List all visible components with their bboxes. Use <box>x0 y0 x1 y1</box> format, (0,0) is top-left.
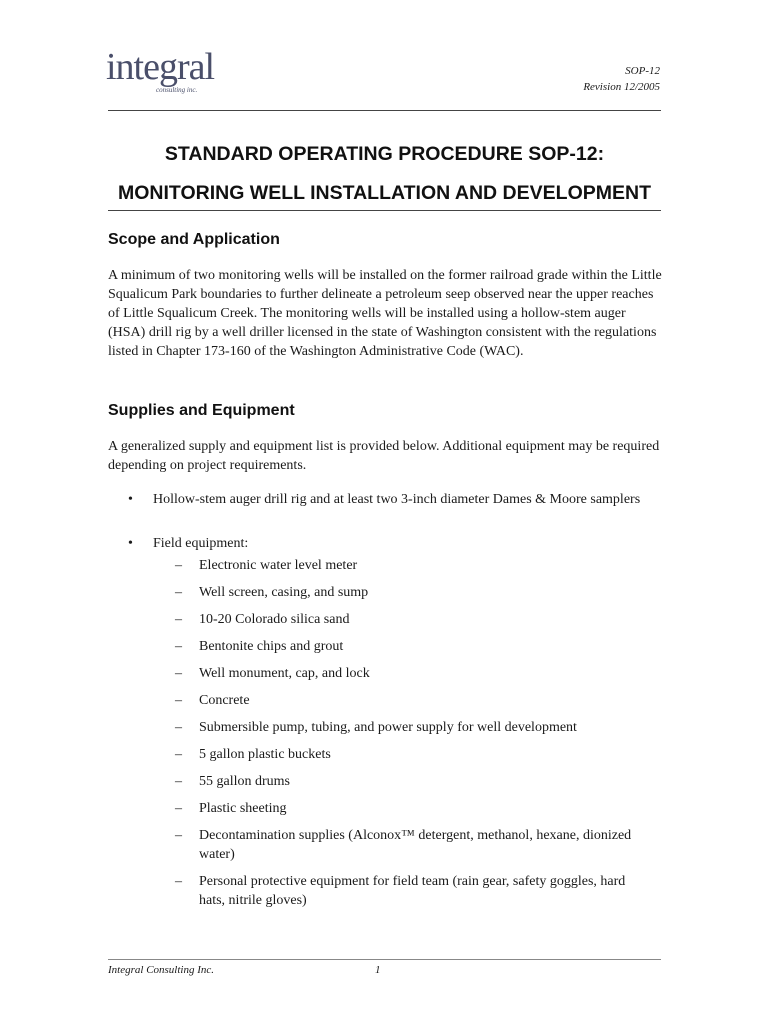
bullet-icon: • <box>128 492 133 507</box>
supplies-intro-paragraph: A generalized supply and equipment list is provided below. Additional equipment may be required depending on project requirements. <box>108 439 660 473</box>
document-title-line-1: STANDARD OPERATING PROCEDURE SOP-12: <box>164 143 605 165</box>
list-item-text: Field equipment: <box>153 536 249 551</box>
dash-icon: – <box>175 801 182 816</box>
sub-list-item-text: Personal protective equipment for field team (rain gear, safety goggles, hard hats, nitrile gloves) <box>199 874 626 908</box>
sub-list-item-text: Well screen, casing, and sump <box>199 585 369 600</box>
document-title-line-2: MONITORING WELL INSTALLATION AND DEVELOPMENT <box>118 182 651 204</box>
dash-icon: – <box>175 612 182 627</box>
dash-icon: – <box>175 558 182 573</box>
dash-icon: – <box>175 720 182 735</box>
dash-icon: – <box>175 639 182 654</box>
title-rule <box>108 210 661 211</box>
dash-icon: – <box>175 774 182 789</box>
footer-rule <box>108 959 661 960</box>
logo-wordmark: integral <box>106 46 215 88</box>
list-item-text: Hollow-stem auger drill rig and at least two 3-inch diameter Dames & Moore samplers <box>153 492 641 507</box>
sop-id: SOP-12 <box>625 65 660 77</box>
company-logo <box>106 46 215 102</box>
revision-date: Revision 12/2005 <box>583 81 660 93</box>
scope-paragraph: A minimum of two monitoring wells will be installed on the former railroad grade within the Little Squalicum Park boundaries to further delineate a petroleum seep observed near the upper reaches of Little Squalicum Creek. The monitoring wells will be installed using a hollow-stem auger (HSA) drill rig by a well driller licensed in the state of Washington consistent with the regulations listed in Chapter 173-160 of the Washington Administrative Code (WAC). <box>108 268 662 359</box>
dash-icon: – <box>175 874 182 889</box>
page-number: 1 <box>375 964 381 976</box>
sub-list-item-text: Well monument, cap, and lock <box>199 666 370 681</box>
dash-icon: – <box>175 693 182 708</box>
dash-icon: – <box>175 666 182 681</box>
sub-list-item-text: Plastic sheeting <box>199 801 287 816</box>
header-rule <box>108 110 661 111</box>
logo-subtitle: consulting inc. <box>156 86 198 94</box>
sub-list-item-text: Electronic water level meter <box>199 558 358 573</box>
sub-list-item-text: 5 gallon plastic buckets <box>199 747 331 762</box>
sub-list-item-text: 10-20 Colorado silica sand <box>199 612 350 627</box>
section-heading-scope: Scope and Application <box>108 231 280 248</box>
dash-icon: – <box>175 828 182 843</box>
document-id-block <box>583 63 660 95</box>
dash-icon: – <box>175 747 182 762</box>
sub-list-item-text: Concrete <box>199 693 250 708</box>
bullet-icon: • <box>128 536 133 551</box>
sub-list-item-text: Submersible pump, tubing, and power supply for well development <box>199 720 577 735</box>
footer-company: Integral Consulting Inc. <box>108 964 215 976</box>
dash-icon: – <box>175 585 182 600</box>
sub-list-item-text: 55 gallon drums <box>199 774 290 789</box>
sub-list-item-text: Bentonite chips and grout <box>199 639 344 654</box>
section-heading-supplies: Supplies and Equipment <box>108 402 295 419</box>
sub-list-item-text: Decontamination supplies (Alconox™ detergent, methanol, hexane, dionized water) <box>199 828 632 862</box>
